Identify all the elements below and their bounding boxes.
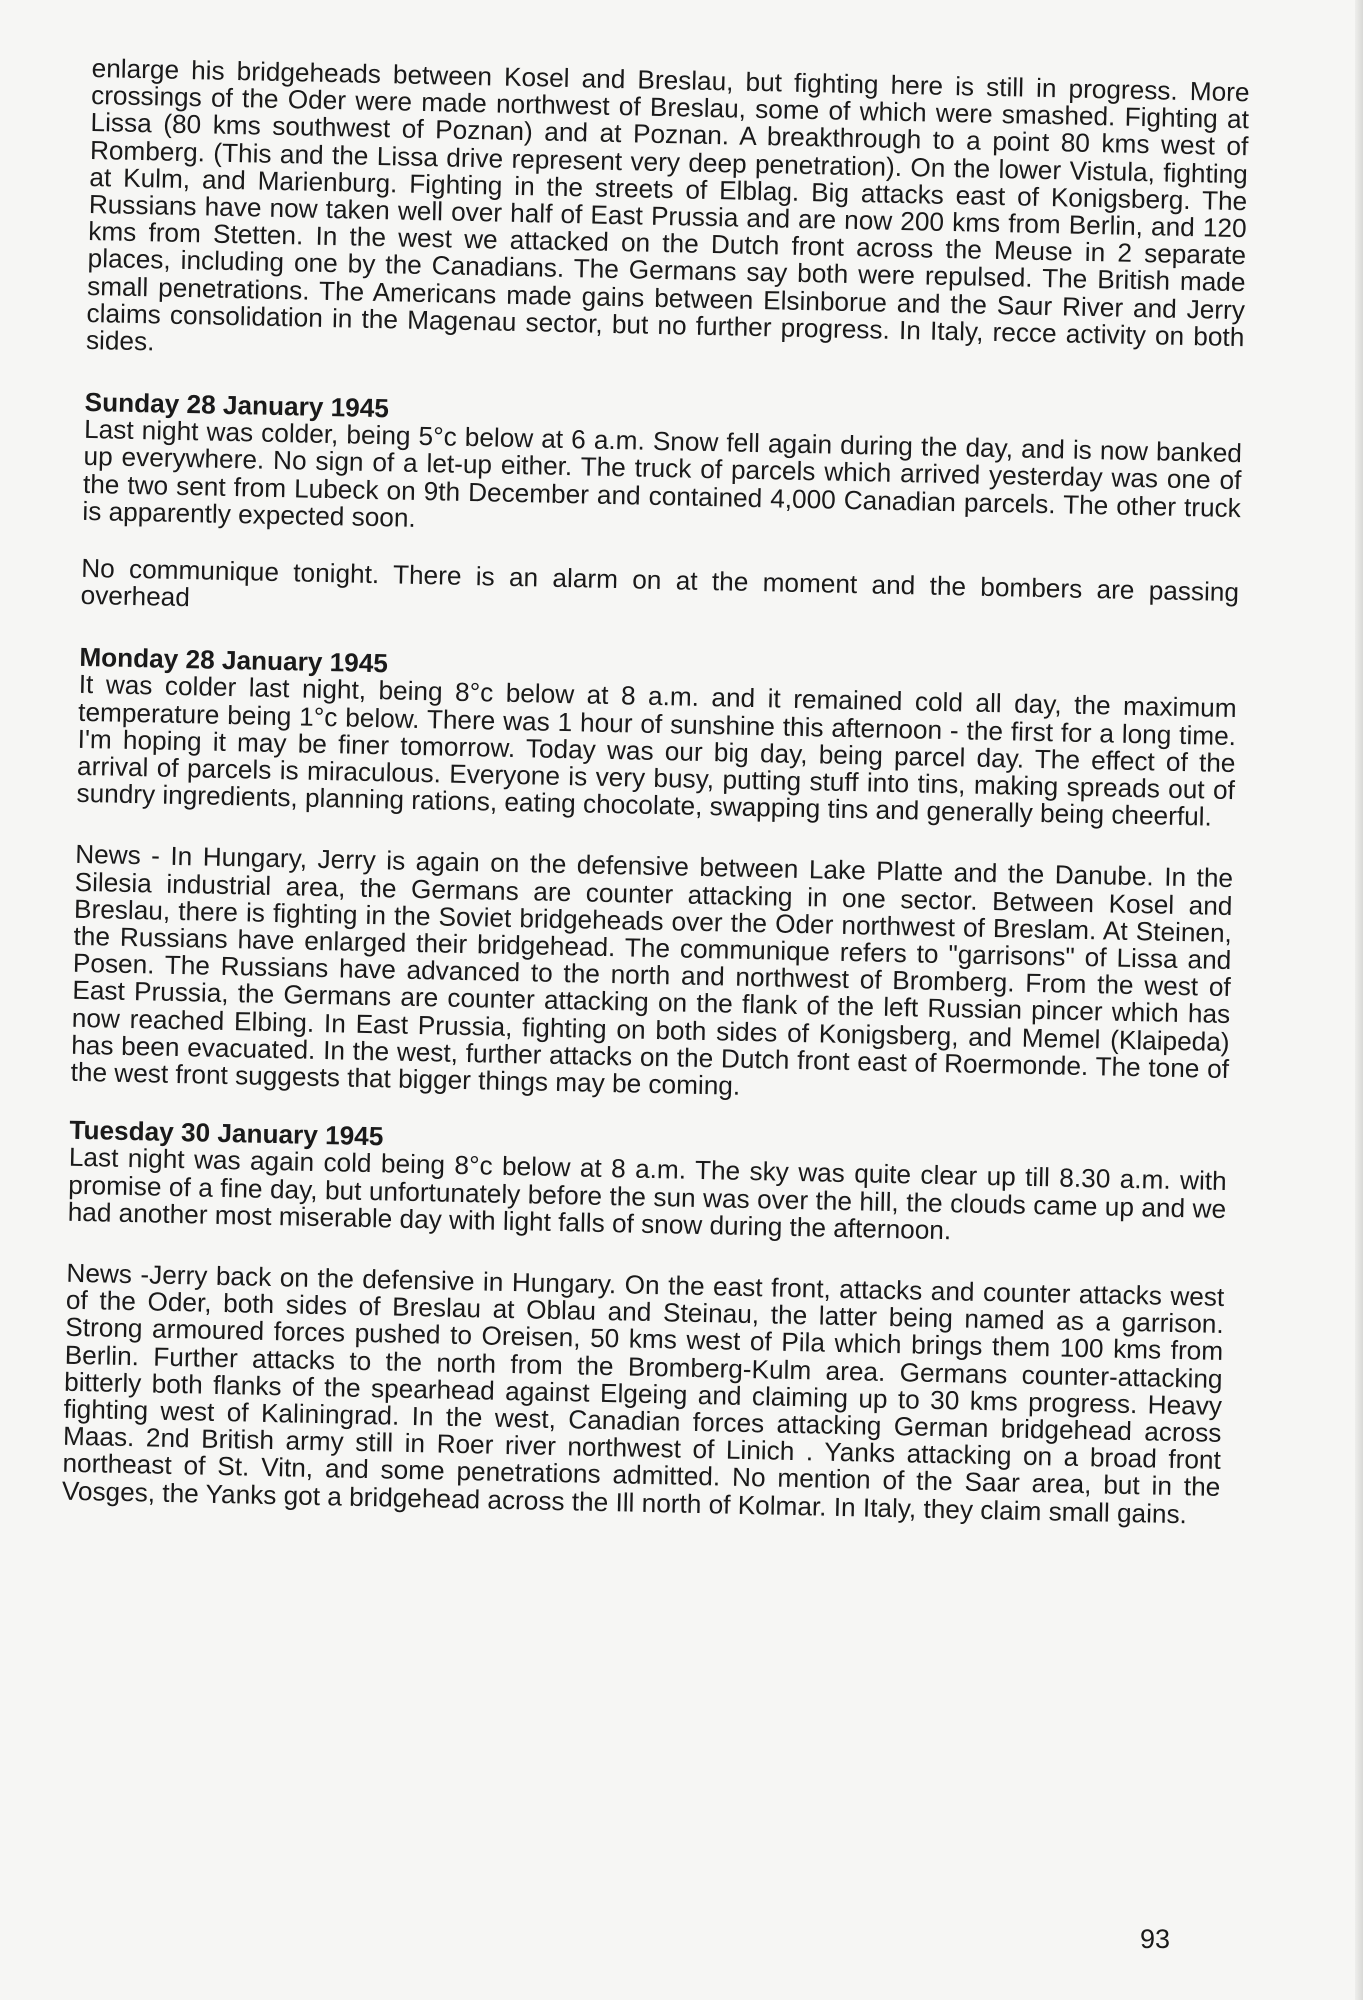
entry-date-heading: Tuesday 30 January 1945 bbox=[69, 1115, 384, 1152]
page-edge-shadow bbox=[1355, 0, 1363, 2000]
entry-date-heading: Monday 28 January 1945 bbox=[79, 642, 389, 679]
entry-paragraph: News - In Hungary, Jerry is again on the defensive between Lake Platte and the Danube. In the Silesia industrial area, the Germans are counter attacking in one sector. Between Kosel and Breslau, there is fighting in the Soviet bridgeheads over the Oder northwest of Breslam. At Steinen, the Russians have enlarged their bridgehead. The communique refers to "garrisons" of Lissa and Posen. The Russians have advanced to the north and northwest of Bromberg. From the west of East Prussia, the Germans are counter attacking on the flank of the left Russian pincer which has now reached Elbing. In East Prussia, fighting on both sides of Konigsberg, and Memel (Klaipeda) has been evacuated. In the west, further attacks on the Dutch front east of Roermonde. The tone of the west front suggests that bigger things may be coming. bbox=[70, 839, 1234, 1101]
diary-text-block bbox=[62, 55, 1250, 1529]
entry-paragraph: Last night was colder, being 5°c below at 6 a.m. Snow fell again during the day, and is now banked up everywhere. No sign of a let-up either. The truck of parcels which arrived yesterday was one of the two sent from Lubeck on 9th December and contained 4,000 Canadian parcels. The other truck is apparently expected soon. bbox=[82, 414, 1243, 533]
page-number: 93 bbox=[1140, 1924, 1171, 1954]
entry-paragraph: Last night was again cold being 8°c below at 8 a.m. The sky was quite clear up till 8.30 a.m. with promise of a fine day, but unfortunately before the sun was over the hill, the clouds came up and we had another most miserable day with light falls of snow during the afternoon. bbox=[67, 1142, 1227, 1245]
entry-paragraph: News -Jerry back on the defensive in Hungary. On the east front, attacks and counter attacks west of the Oder, both sides of Breslau at Oblau and Steinau, the latter being named as a garrison. Strong armoured forces pushed to Oreisen, 50 kms west of Pila which brings them 100 kms from Berlin. Further attacks to the north from the Bromberg-Kulm area. Germans counter-attacking bitterly both flanks of the spearhead against Elgeing and claiming up to 30 kms progress. Heavy fighting west of Kaliningrad. In the west, Canadian forces attacking German bridgehead across Maas. 2nd British army still in Roer river northwest of Linich . Yanks attacking on a broad front northeast of St. Vitn, and some penetrations admitted. No mention of the Saar area, but in the Vosges, the Yanks got a bridgehead across the Ill north of Kolmar. In Italy, they claim small gains. bbox=[61, 1257, 1225, 1529]
entry-paragraph: It was colder last night, being 8°c below at 8 a.m. and it remained cold all day, the maximum temperature being 1°c below. There was 1 hour of sunshine this afternoon - the first for a long time. I'm hoping it may be finer tomorrow. Today was our big day, being parcel day. The effect of the arrival of parcels is miraculous. Everyone is very busy, putting stuff into tins, making spreads out of sundry ingredients, planning rations, eating chocolate, swapping tins and generally being cheerful. bbox=[76, 669, 1237, 832]
intro-paragraph: enlarge his bridgeheads between Kosel and Breslau, but fighting here is still in progress. More crossings of the Oder were made northwest of Breslau, some of which were smashed. Fighting at Lissa (80 kms southwest of Poznan) and at Poznan. A breakthrough to a point 80 kms west of Romberg. (This and the Lissa drive represent very deep penetration). On the lower Vistula, fighting at Kulm, and Marienburg. Fighting in the streets of Elblag. Big attacks east of Konigsberg. The Russians have now taken well over half of East Prussia and are now 200 kms from Berlin, and 120 kms from Stetten. In the west we attacked on the Dutch front across the Meuse in 2 separate places, including one by the Canadians. The Germans say both were repulsed. The British made small penetrations. The Americans made gains between Elsinborue and the Saur River and Jerry claims consolidation in the Magenau sector, but no further progress. In Italy, recce activity on both sides. bbox=[85, 53, 1250, 357]
entry-date-heading: Sunday 28 January 1945 bbox=[84, 387, 390, 424]
entry-paragraph: No communique tonight. There is an alarm on at the moment and the bombers are passing overhead bbox=[80, 552, 1240, 613]
